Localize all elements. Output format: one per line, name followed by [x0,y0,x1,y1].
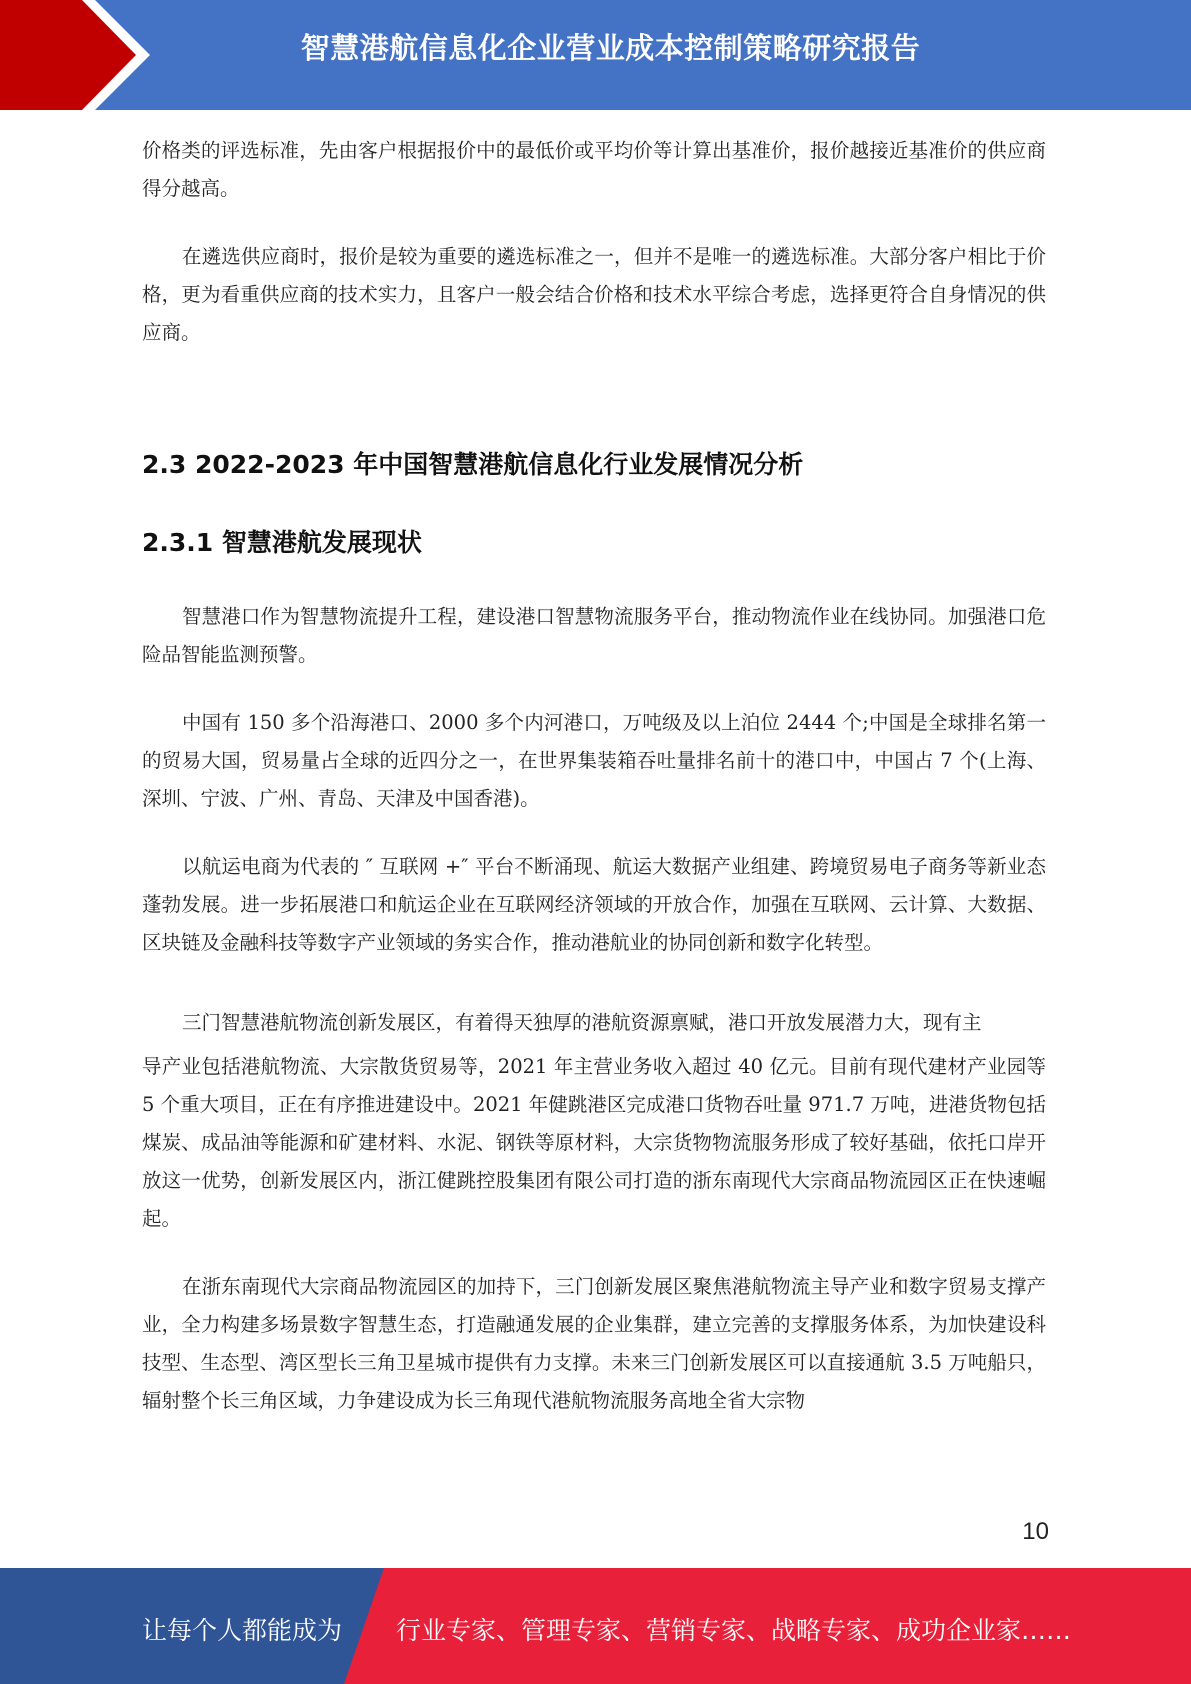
footer-slogan-right: 行业专家、管理专家、营销专家、战略专家、成功企业家…… [396,1616,1072,1645]
header-chevron-icon [0,0,160,110]
report-title: 智慧港航信息化企业营业成本控制策略研究报告 [300,31,921,65]
paragraph-price-criteria: 价格类的评选标准，先由客户根据报价中的最低价或平均价等计算出基准价，报价越接近基准价的供应商得分越高。 [142,139,1046,200]
page-header [0,0,1191,110]
paragraph-smart-port: 智慧港口作为智慧物流提升工程，建设港口智慧物流服务平台，推动物流作业在线协同。加强港口危险品智能监测预警。 [142,605,1046,666]
footer-slogan-left: 让每个人都能成为 [142,1616,343,1645]
paragraph-china-ports: 中国有 150 多个沿海港口、2000 多个内河港口，万吨级及以上泊位 2444 个;中国是全球排名第一的贸易大国，贸易量占全球的近四分之一，在世界集装箱吞吐量排名前十的港口中，中国占 7 个(上海、深圳、宁波、广州、青岛、天津及中国香港)。 [142,711,1046,810]
paragraph-supplier-selection: 在遴选供应商时，报价是较为重要的遴选标准之一，但并不是唯一的遴选标准。大部分客户相比于价格，更为看重供应商的技术实力，且客户一般会结合价格和技术水平综合考虑，选择更符合自身情况的供应商。 [142,245,1046,344]
paragraph-logistics-park: 在浙东南现代大宗商品物流园区的加持下，三门创新发展区聚焦港航物流主导产业和数字贸易支撑产业，全力构建多场景数字智慧生态，打造融通发展的企业集群，建立完善的支撑服务体系，为加快建设科技型、生态型、湾区型长三角卫星城市提供有力支撑。未来三门创新发展区可以直接通航 3.5 万吨船只，辐射整个长三角区域，力争建设成为长三角现代港航物流服务高地全省大宗物 [142,1275,1046,1412]
paragraph-sanmen-detail: 导产业包括港航物流、大宗散货贸易等，2021 年主营业务收入超过 40 亿元。目前有现代建材产业园等 5 个重大项目，正在有序推进建设中。2021 年健跳港区完成港口货物吞吐量 971.7 万吨，进港货物包括煤炭、成品油等能源和矿建材料、水泥、钢铁等原材料，大宗货物物流服务形成了较好基础，依托口岸开放这一优势，创新发展区内，浙江健跳控股集团有限公司打造的浙东南现代大宗商品物流园区正在快速崛起。 [142,1055,1046,1230]
paragraph-internet-plus: 以航运电商为代表的 ″ 互联网 +″ 平台不断涌现、航运大数据产业组建、跨境贸易电子商务等新业态蓬勃发展。进一步拓展港口和航运企业在互联网经济领域的开放合作，加强在互联网、云计算、大数据、区块链及金融科技等数字产业领域的务实合作，推动港航业的协同创新和数字化转型。 [142,855,1046,954]
section-heading-2-3: 2.3 2022-2023 年中国智慧港航信息化行业发展情况分析 [142,450,804,479]
page-footer [0,1568,1191,1684]
page-body [142,132,1046,1420]
section-heading-2-3-1: 2.3.1 智慧港航发展现状 [142,528,422,557]
page-number: 10 [1022,1518,1049,1545]
paragraph-sanmen-intro: 三门智慧港航物流创新发展区，有着得天独厚的港航资源禀赋，港口开放发展潜力大，现有主 [182,1011,982,1034]
